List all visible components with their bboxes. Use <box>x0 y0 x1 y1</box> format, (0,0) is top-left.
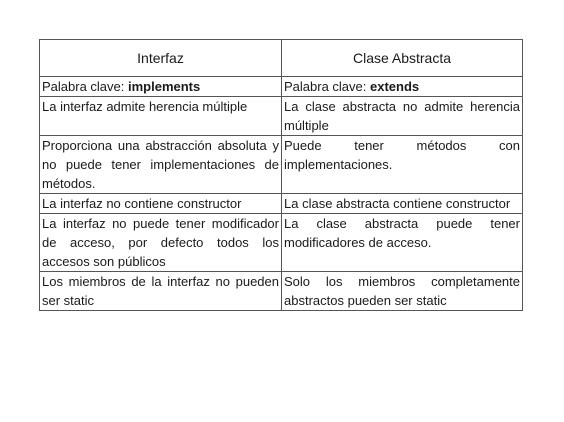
keyword-extends: extends <box>370 79 420 94</box>
table-cell: Puede tener métodos con implementaciones. <box>282 136 523 194</box>
header-clase-abstracta: Clase Abstracta <box>282 40 523 77</box>
table-cell: La clase abstracta no admite herencia múltiple <box>282 97 523 136</box>
keyword-label: Palabra clave: <box>42 79 128 94</box>
table-cell: Los miembros de la interfaz no pueden ser static <box>40 272 282 311</box>
table-cell: La interfaz no contiene constructor <box>40 194 282 214</box>
header-interfaz: Interfaz <box>40 40 282 77</box>
table-cell: La interfaz admite herencia múltiple <box>40 97 282 136</box>
table-row <box>40 272 523 311</box>
keyword-cell-interfaz <box>40 77 282 97</box>
keyword-cell-clase-abstracta <box>282 77 523 97</box>
comparison-table <box>39 39 523 311</box>
keyword-label: Palabra clave: <box>284 79 370 94</box>
keyword-implements: implements <box>128 79 201 94</box>
table-row <box>40 136 523 194</box>
table-row <box>40 194 523 214</box>
header-row <box>40 40 523 77</box>
keyword-row <box>40 77 523 97</box>
table-cell: La clase abstracta puede tener modificadores de acceso. <box>282 214 523 272</box>
table-cell: La clase abstracta contiene constructor <box>282 194 523 214</box>
table-cell: La interfaz no puede tener modificador de acceso, por defecto todos los accesos son públicos <box>40 214 282 272</box>
table-cell: Proporciona una abstracción absoluta y no puede tener implementaciones de métodos. <box>40 136 282 194</box>
table-row <box>40 214 523 272</box>
table-cell: Solo los miembros completamente abstractos pueden ser static <box>282 272 523 311</box>
table-row <box>40 97 523 136</box>
